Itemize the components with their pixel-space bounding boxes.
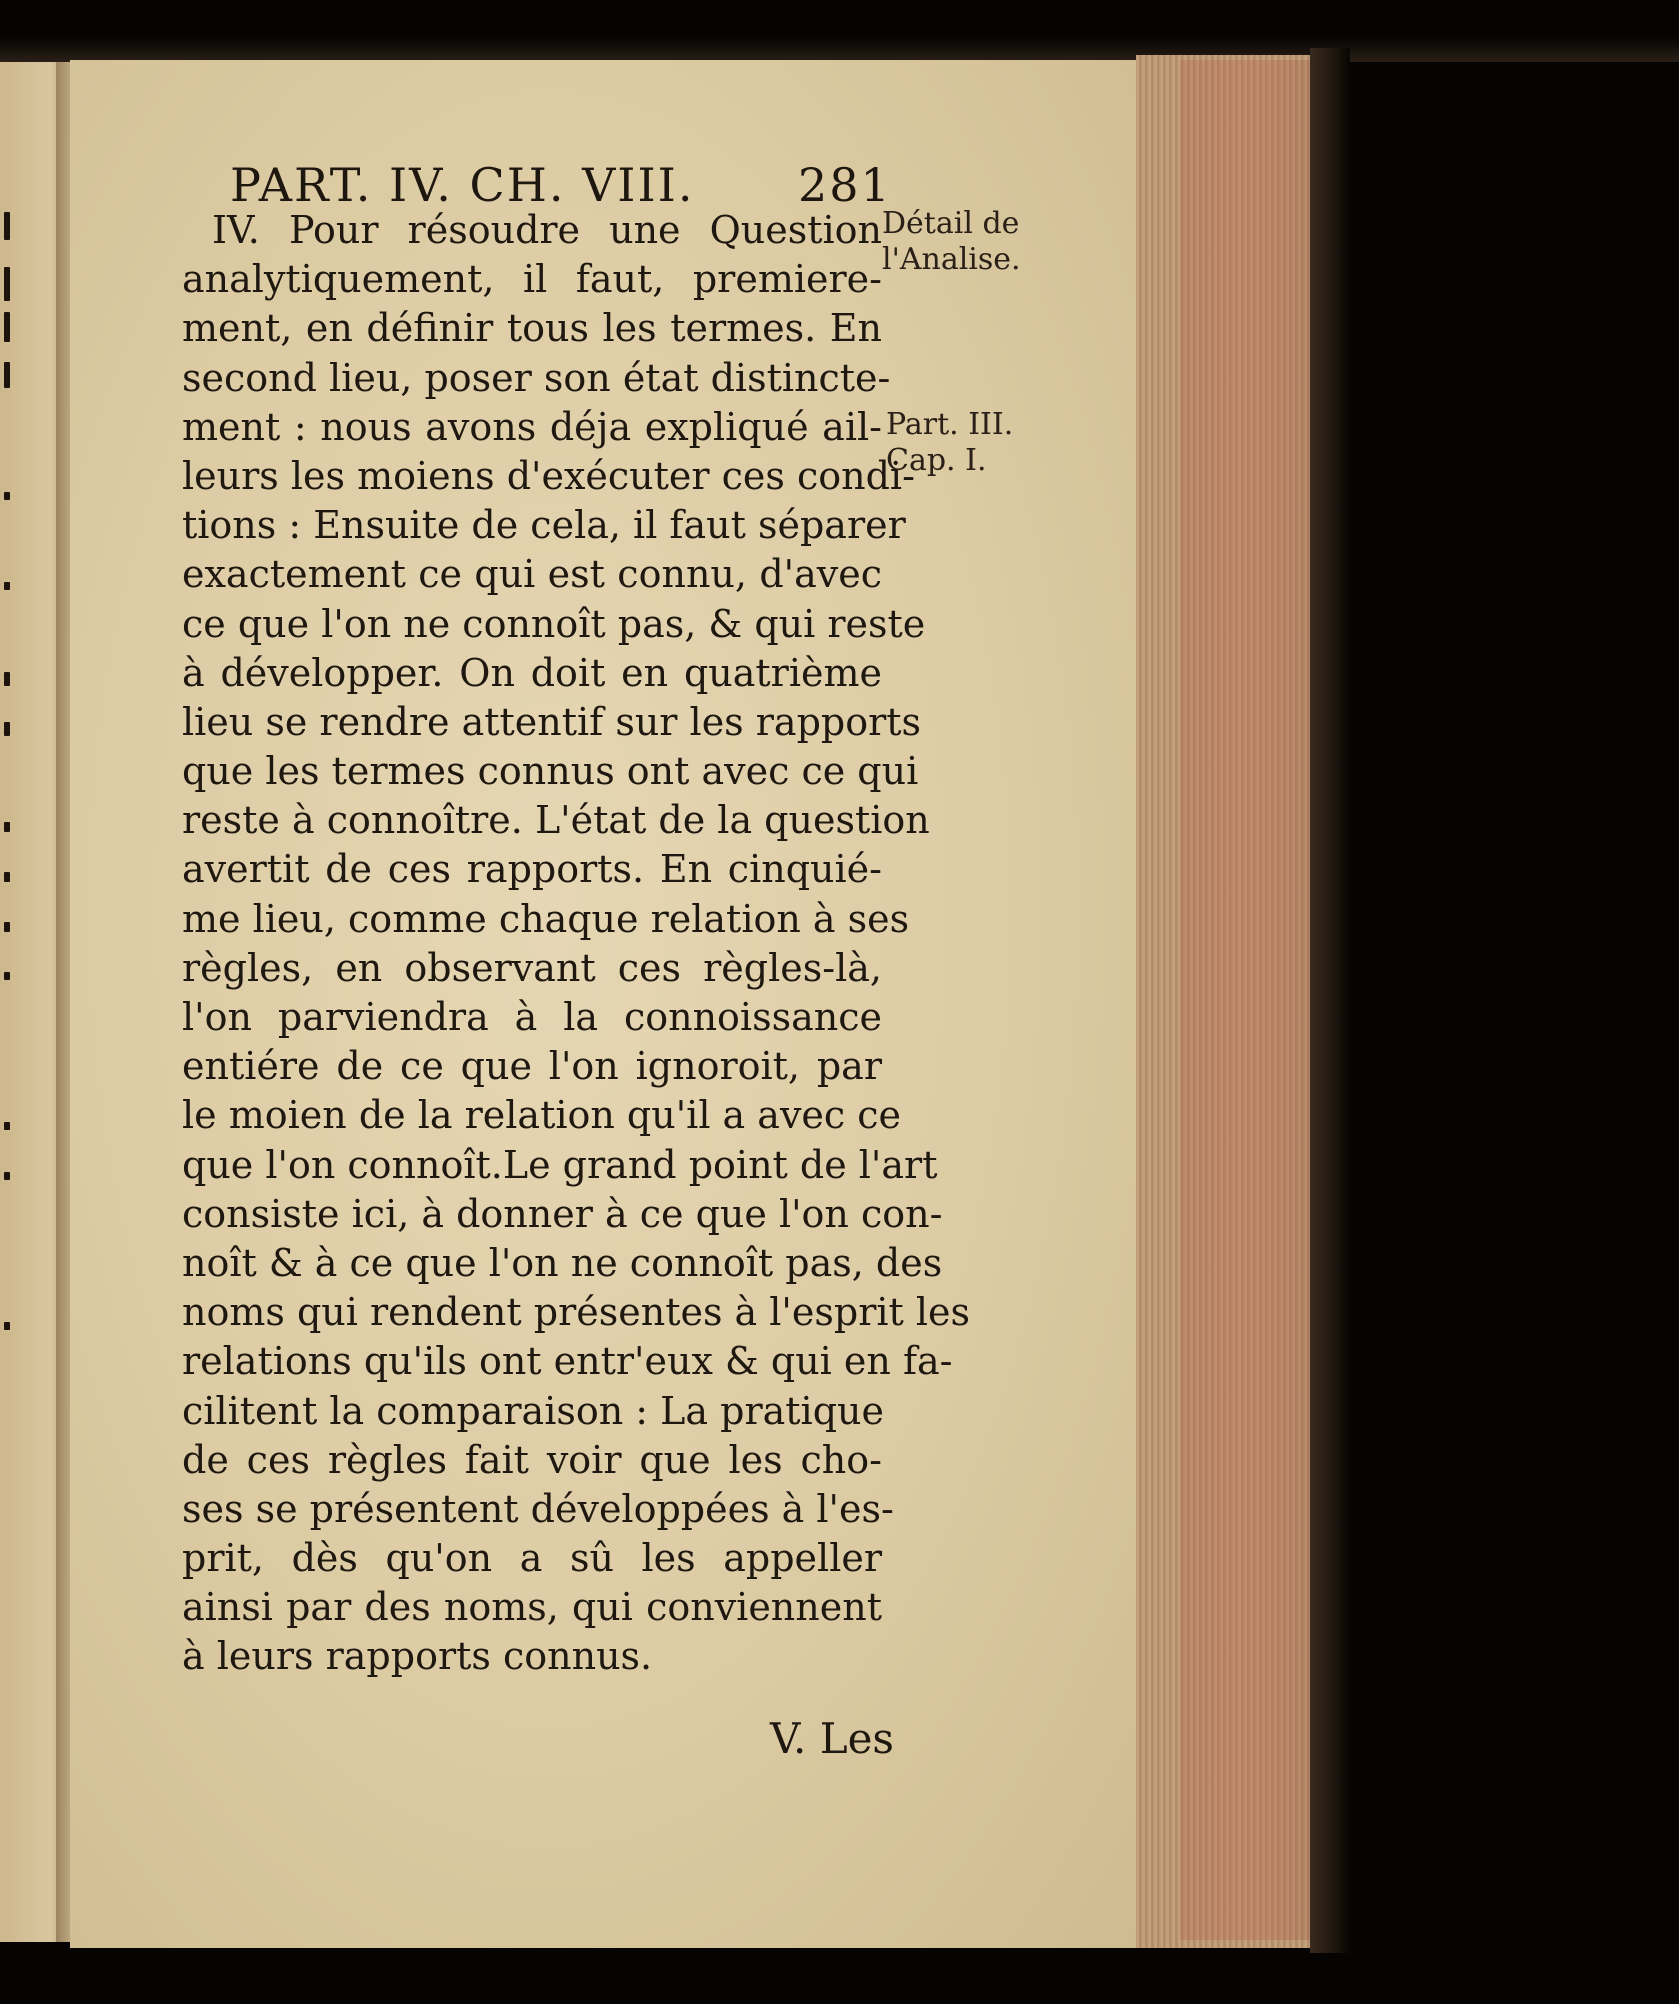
text-line: avertit de ces rapports. En cinquié- <box>182 847 882 892</box>
margin-note-line: Détail de <box>882 206 1020 241</box>
text-line: entiére de ce que l'on ignoroit, par <box>182 1044 882 1089</box>
text-line: à leurs rapports connus. <box>182 1634 653 1679</box>
text-line: à développer. On doit en quatrième <box>182 650 882 695</box>
text-line: analytiquement, il faut, premiere- <box>182 257 882 302</box>
text-line: relations qu'ils ont entr'eux & qui en fa- <box>182 1339 953 1384</box>
text-line: prit, dès qu'on a sû les appeller <box>182 1536 882 1581</box>
text-line: noît & à ce que l'on ne connoît pas, des <box>182 1240 943 1285</box>
text-line: ainsi par des noms, qui conviennent <box>182 1585 882 1630</box>
text-line: second lieu, poser son état distincte- <box>182 355 891 400</box>
text-line: que les termes connus ont avec ce qui <box>182 749 919 794</box>
text-line: IV. Pour résoudre une Question <box>212 208 882 252</box>
text-line: reste à connoître. L'état de la question <box>182 798 930 843</box>
text-line: exactement ce qui est connu, d'avec <box>182 552 882 597</box>
text-line: cilitent la comparaison : La pratique <box>182 1388 884 1433</box>
text-line: leurs les moiens d'exécuter ces condi- <box>182 453 915 498</box>
text-line: noms qui rendent présentes à l'esprit les <box>182 1290 970 1335</box>
text-line: tions : Ensuite de cela, il faut séparer <box>182 503 906 548</box>
text-line: que l'on connoît.Le grand point de l'art <box>182 1142 938 1187</box>
dark-background <box>0 0 1679 62</box>
text-line: me lieu, comme chaque relation à ses <box>182 896 910 941</box>
margin-note-analysis <box>882 206 1021 278</box>
text-line: consiste ici, à donner à ce que l'on con- <box>182 1191 943 1236</box>
running-head-title: PART. IV. CH. VIII. <box>230 158 695 212</box>
margin-note-line: l'Analise. <box>882 242 1021 277</box>
text-line: ment, en définir tous les termes. En <box>182 306 882 351</box>
text-line: lieu se rendre attentif sur les rapports <box>182 699 922 744</box>
text-line: ment : nous avons déja expliqué ail- <box>182 404 882 449</box>
text-line: ce que l'on ne connoît pas, & qui reste <box>182 601 926 646</box>
text-line: le moien de la relation qu'il a avec ce <box>182 1093 902 1138</box>
margin-note-line: Part. III. <box>886 407 1014 442</box>
red-sprinkled-edge <box>1180 60 1316 1940</box>
catchword: V. Les <box>770 1714 894 1763</box>
book-cover-edge <box>1310 48 1350 1953</box>
text-line: ses se présentent développées à l'es- <box>182 1486 894 1531</box>
page-number: 281 <box>798 158 892 212</box>
margin-note-reference <box>886 407 1013 479</box>
margin-note-line: Cap. I. <box>886 443 987 478</box>
text-line: l'on parviendra à la connoissance <box>182 995 882 1039</box>
running-head <box>230 158 892 212</box>
text-line: de ces règles fait voir que les cho- <box>182 1437 882 1482</box>
text-line: règles, en observant ces règles-là, <box>182 945 882 990</box>
